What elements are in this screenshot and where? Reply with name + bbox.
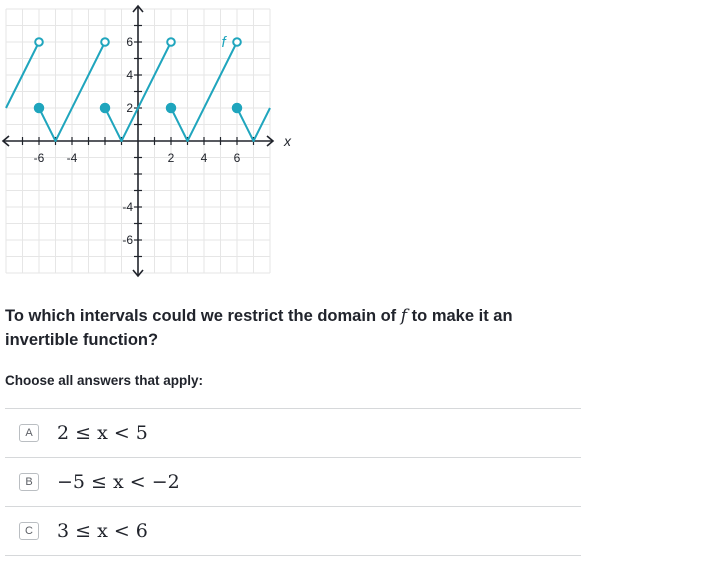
open-endpoint xyxy=(167,38,175,46)
question-before: To which intervals could we restrict the domain of xyxy=(5,307,397,325)
question-after: to make it an invertible function? xyxy=(5,307,513,349)
instructions: Choose all answers that apply: xyxy=(5,373,204,388)
y-tick-label: 4 xyxy=(126,68,133,82)
x-axis-label: x xyxy=(284,133,291,149)
y-tick-label: -6 xyxy=(122,233,133,247)
x-tick-label: -6 xyxy=(33,151,45,165)
open-endpoint xyxy=(101,38,109,46)
x-tick-label: 6 xyxy=(233,151,241,165)
choice-b[interactable] xyxy=(5,458,581,507)
choice-text-b: −5 ≤ x < −2 xyxy=(57,471,180,493)
choice-text-a: 2 ≤ x < 5 xyxy=(57,422,148,444)
graph-axes xyxy=(3,6,273,276)
choice-letter-b: B xyxy=(19,473,39,491)
closed-endpoint xyxy=(167,104,176,113)
x-tick-label: -4 xyxy=(66,151,78,165)
question-text xyxy=(5,304,565,352)
x-tick-label: 2 xyxy=(167,151,175,165)
answer-choices xyxy=(5,408,581,556)
open-endpoint xyxy=(233,38,241,46)
choice-a[interactable] xyxy=(5,409,581,458)
function-graph xyxy=(0,0,291,282)
y-tick-label: 6 xyxy=(126,35,133,49)
choice-letter-a: A xyxy=(19,424,39,442)
x-tick-label: 4 xyxy=(200,151,208,165)
closed-endpoint xyxy=(35,104,44,113)
function-label: f xyxy=(221,34,226,51)
y-tick-label: -4 xyxy=(122,200,133,214)
y-tick-label: 2 xyxy=(126,101,133,115)
choice-text-c: 3 ≤ x < 6 xyxy=(57,520,148,542)
open-endpoint xyxy=(35,38,43,46)
function-variable: f xyxy=(400,306,408,326)
choice-c[interactable] xyxy=(5,507,581,556)
choice-letter-c: C xyxy=(19,522,39,540)
closed-endpoint xyxy=(233,104,242,113)
closed-endpoint xyxy=(101,104,110,113)
